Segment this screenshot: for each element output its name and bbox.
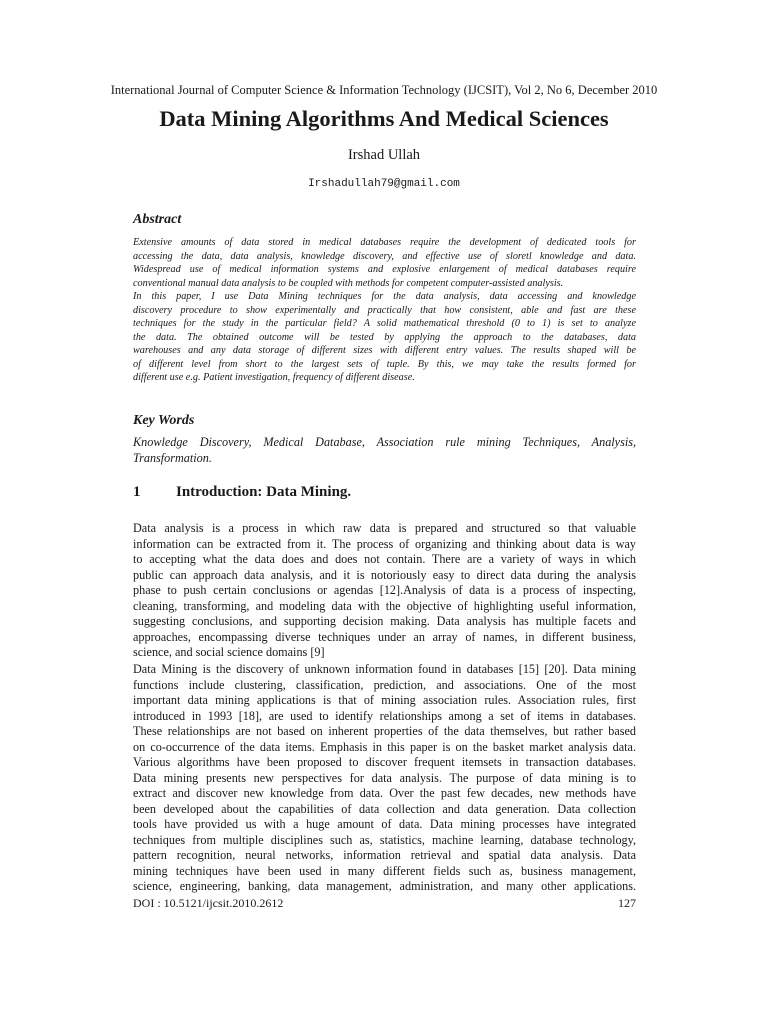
doi-label: DOI : 10.5121/ijcsit.2010.2612: [133, 896, 284, 910]
paragraph-line: Data analysis is a process in which raw data is prepared and structured so that valuable: [133, 521, 636, 535]
section-number: 1: [133, 484, 141, 500]
paragraph-line: science, engineering, banking, data management, administration, and many other applications.: [133, 879, 636, 893]
keywords-text: [133, 435, 636, 466]
abstract-line: discovery procedure to show experimentally and practically that how consistent, able and fast are these: [133, 304, 636, 316]
abstract-line: conventional manual data analysis to be coupled with methods for competent computer-assisted analysis.: [133, 277, 564, 289]
paragraph-line: science, and social science domains [9]: [133, 645, 325, 659]
paragraph-line: important data mining applications is that of mining association rules. Association rules, first: [133, 693, 636, 707]
abstract-line: accessing the data, data analysis, knowledge discovery, and effective use of sloretl knowledge and data.: [133, 250, 636, 262]
abstract-line: In this paper, I use Data Mining techniques for the data analysis, data accessing and knowledge: [133, 291, 636, 302]
paragraph-line: been developed about the capabilities of data collection and data generation. Data collection: [133, 801, 636, 816]
paragraph-line: tools have provided us with a huge amount of data. Data mining processes have integrated: [133, 817, 636, 831]
paragraph-line: cleaning, transforming, and modeling data with the objective of highlighting useful information,: [133, 598, 636, 613]
abstract-line: Extensive amounts of data stored in medical databases require the development of dedicated tools for: [133, 237, 636, 248]
paragraph-line: to accepting what the data does and does not contain. There are a variety of ways in which: [133, 552, 636, 566]
author-name: Irshad Ullah: [347, 147, 421, 163]
paragraph-line: Various algorithms have been proposed to discover frequent itemsets in transaction databases.: [133, 755, 636, 769]
paragraph-line: Data Mining is the discovery of unknown information found in databases [15] [20]. Data mining: [133, 662, 636, 676]
abstract-line: Widespread use of medical information systems and explosive enlargement of medical databases require: [133, 264, 636, 275]
section-title: Introduction: Data Mining.: [176, 484, 352, 500]
page-number: 127: [618, 896, 636, 910]
intro-paragraph-1: [133, 521, 636, 661]
section-heading: [133, 482, 351, 502]
paragraph-line: Data mining presents new perspectives for data analysis. The purpose of data mining is to: [133, 770, 636, 785]
keywords-heading: Key Words: [133, 413, 195, 428]
intro-paragraph-2: [133, 662, 636, 895]
paragraph-line: approaches, encompassing diverse techniques under an array of names, in different business,: [133, 629, 636, 644]
paragraph-line: on co-occurrence of the data items. Emphasis in this paper is on the basket market analysis data.: [133, 739, 636, 754]
abstract-line: the data. The obtained outcome will be tested by applying the approach to the databases, data: [133, 331, 636, 343]
paragraph-line: mining techniques have been used in many different fields such as, business management,: [133, 863, 636, 878]
paragraph-line: introduced in 1993 [18], are used to identify relationships among a set of items in databases.: [133, 708, 636, 723]
keywords-line: Knowledge Discovery, Medical Database, Association rule mining Techniques, Analysis,: [133, 435, 636, 449]
abstract-text: [133, 236, 636, 385]
paragraph-line: extract and discover new knowledge from data. Over the past few decades, new methods have: [133, 786, 636, 800]
paragraph-line: techniques from multiple disciplines such as, statistics, machine learning, database technology,: [133, 832, 636, 847]
paragraph-line: information can be extracted from it. The process of organizing and thinking about data is way: [133, 536, 636, 551]
paragraph-line: public can approach data analysis, and it is notoriously easy to direct data during the analysis: [133, 567, 636, 582]
journal-header: International Journal of Computer Science & Information Technology (IJCSIT), Vol 2, No 6, December 2010: [110, 83, 658, 97]
keywords-line: Transformation.: [133, 450, 212, 465]
paragraph-line: These relationships are not based on inherent properties of the data themselves, but rather based: [133, 724, 636, 738]
paragraph-line: suggesting conclusions, and supporting decision making. Data analysis has multiple facets and: [133, 614, 636, 628]
abstract-line: of different level from short to the largest sets of tuple. By this, we may take the results formed for: [133, 358, 636, 370]
paragraph-line: phase to push certain conclusions or agendas [12].Analysis of data is a process of inspecting,: [133, 583, 636, 597]
paragraph-line: pattern recognition, neural networks, information retrieval and spatial data analysis. Data: [133, 848, 636, 862]
abstract-line: warehouses and any data storage of different sizes with different entry values. The results shaped will be: [133, 345, 636, 356]
paper-title: Data Mining Algorithms And Medical Sciences: [159, 106, 609, 131]
abstract-heading: Abstract: [133, 212, 182, 227]
author-email: Irshadullah79@gmail.com: [308, 178, 460, 190]
abstract-line: different use e.g. Patient investigation, frequency of different disease.: [133, 372, 415, 383]
paragraph-line: functions include clustering, classification, prediction, and associations. One of the most: [133, 677, 636, 692]
abstract-line: techniques for the study in the particular field? A solid mathematical threshold (0 to 1) is set to analyze: [133, 318, 636, 329]
